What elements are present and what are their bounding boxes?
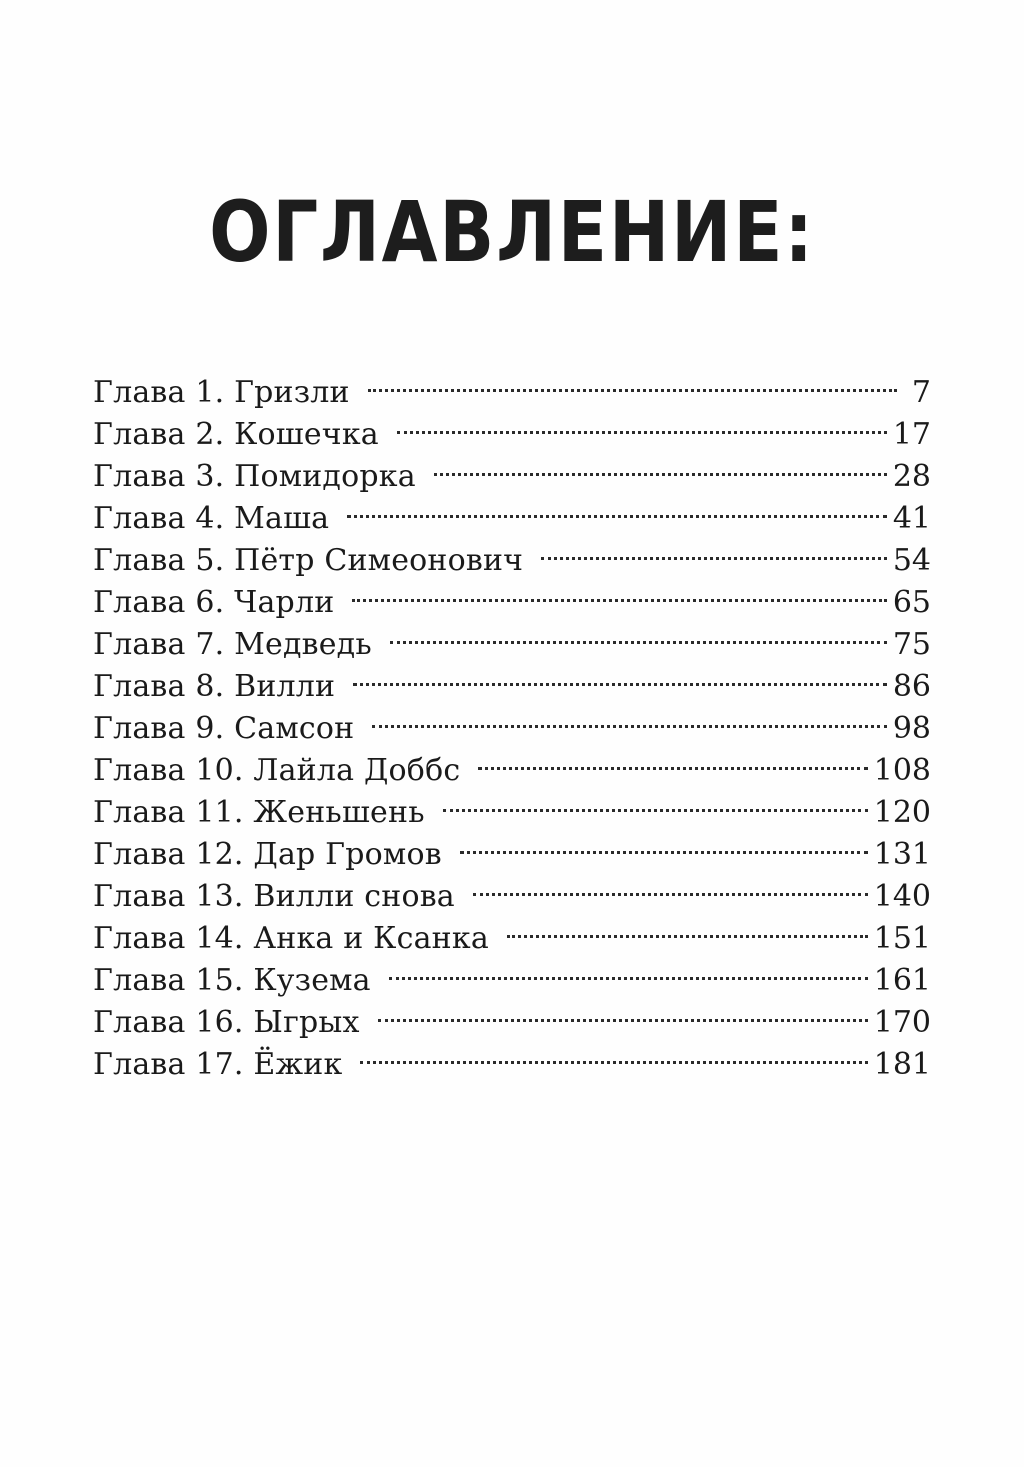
dot-leader [353, 654, 887, 696]
toc-entry-title: Глава 4. Маша [93, 501, 330, 536]
toc-entry-title: Глава 6. Чарли [93, 585, 335, 620]
toc-entry-page: 108 [873, 753, 931, 788]
toc-entry-title: Глава 13. Вилли снова [93, 879, 455, 914]
toc-entry-title: Глава 2. Кошечка [93, 417, 379, 452]
page-title: ОГЛАВЛЕНИЕ: [209, 183, 815, 281]
toc-entry-title: Глава 12. Дар Громов [93, 837, 442, 872]
toc-entry-page: 131 [873, 837, 931, 872]
toc-entry-title: Глава 7. Медведь [93, 627, 372, 662]
toc-entry-title: Глава 1. Гризли [93, 375, 350, 410]
dot-leader [434, 444, 887, 486]
toc-entry-title: Глава 9. Самсон [93, 711, 355, 746]
toc-entry-page: 120 [873, 795, 931, 830]
toc-entry-page: 181 [873, 1047, 931, 1082]
toc-entry-page: 65 [892, 585, 931, 620]
dot-leader [389, 948, 868, 990]
toc-entry-title: Глава 3. Помидорка [93, 459, 416, 494]
dot-leader [473, 864, 868, 906]
table-of-contents [93, 360, 931, 1082]
dot-leader [443, 780, 868, 822]
toc-entry-title: Глава 17. Ёжик [93, 1047, 343, 1082]
dot-leader [397, 402, 887, 444]
toc-entry-title: Глава 14. Анка и Ксанка [93, 921, 489, 956]
toc-entry-1 [93, 360, 931, 410]
dot-leader [460, 822, 868, 864]
dot-leader [478, 738, 867, 780]
toc-entry-page: 140 [873, 879, 931, 914]
toc-entry-page: 151 [873, 921, 931, 956]
dot-leader [390, 612, 887, 654]
toc-entry-page: 75 [892, 627, 931, 662]
toc-entry-page: 28 [892, 459, 931, 494]
toc-entry-title: Глава 10. Лайла Доббс [93, 753, 461, 788]
toc-entry-page: 161 [873, 963, 931, 998]
toc-entry-page: 7 [911, 375, 931, 410]
toc-entry-page: 98 [892, 711, 931, 746]
toc-entry-page: 17 [892, 417, 931, 452]
toc-entry-page: 86 [892, 669, 931, 704]
dot-leader [541, 528, 887, 570]
toc-entry-page: 41 [892, 501, 931, 536]
dot-leader [368, 360, 897, 402]
dot-leader [378, 990, 868, 1032]
toc-entry-title: Глава 11. Женьшень [93, 795, 425, 830]
toc-entry-page: 54 [892, 543, 931, 578]
dot-leader [352, 570, 886, 612]
dot-leader [372, 696, 887, 738]
toc-entry-page: 170 [873, 1005, 931, 1040]
dot-leader [360, 1032, 867, 1074]
toc-entry-title: Глава 5. Пётр Симеонович [93, 543, 524, 578]
toc-entry-title: Глава 16. Ыгрых [93, 1005, 360, 1040]
dot-leader [507, 906, 868, 948]
toc-entry-title: Глава 15. Кузема [93, 963, 371, 998]
dot-leader [347, 486, 887, 528]
toc-entry-title: Глава 8. Вилли [93, 669, 336, 704]
